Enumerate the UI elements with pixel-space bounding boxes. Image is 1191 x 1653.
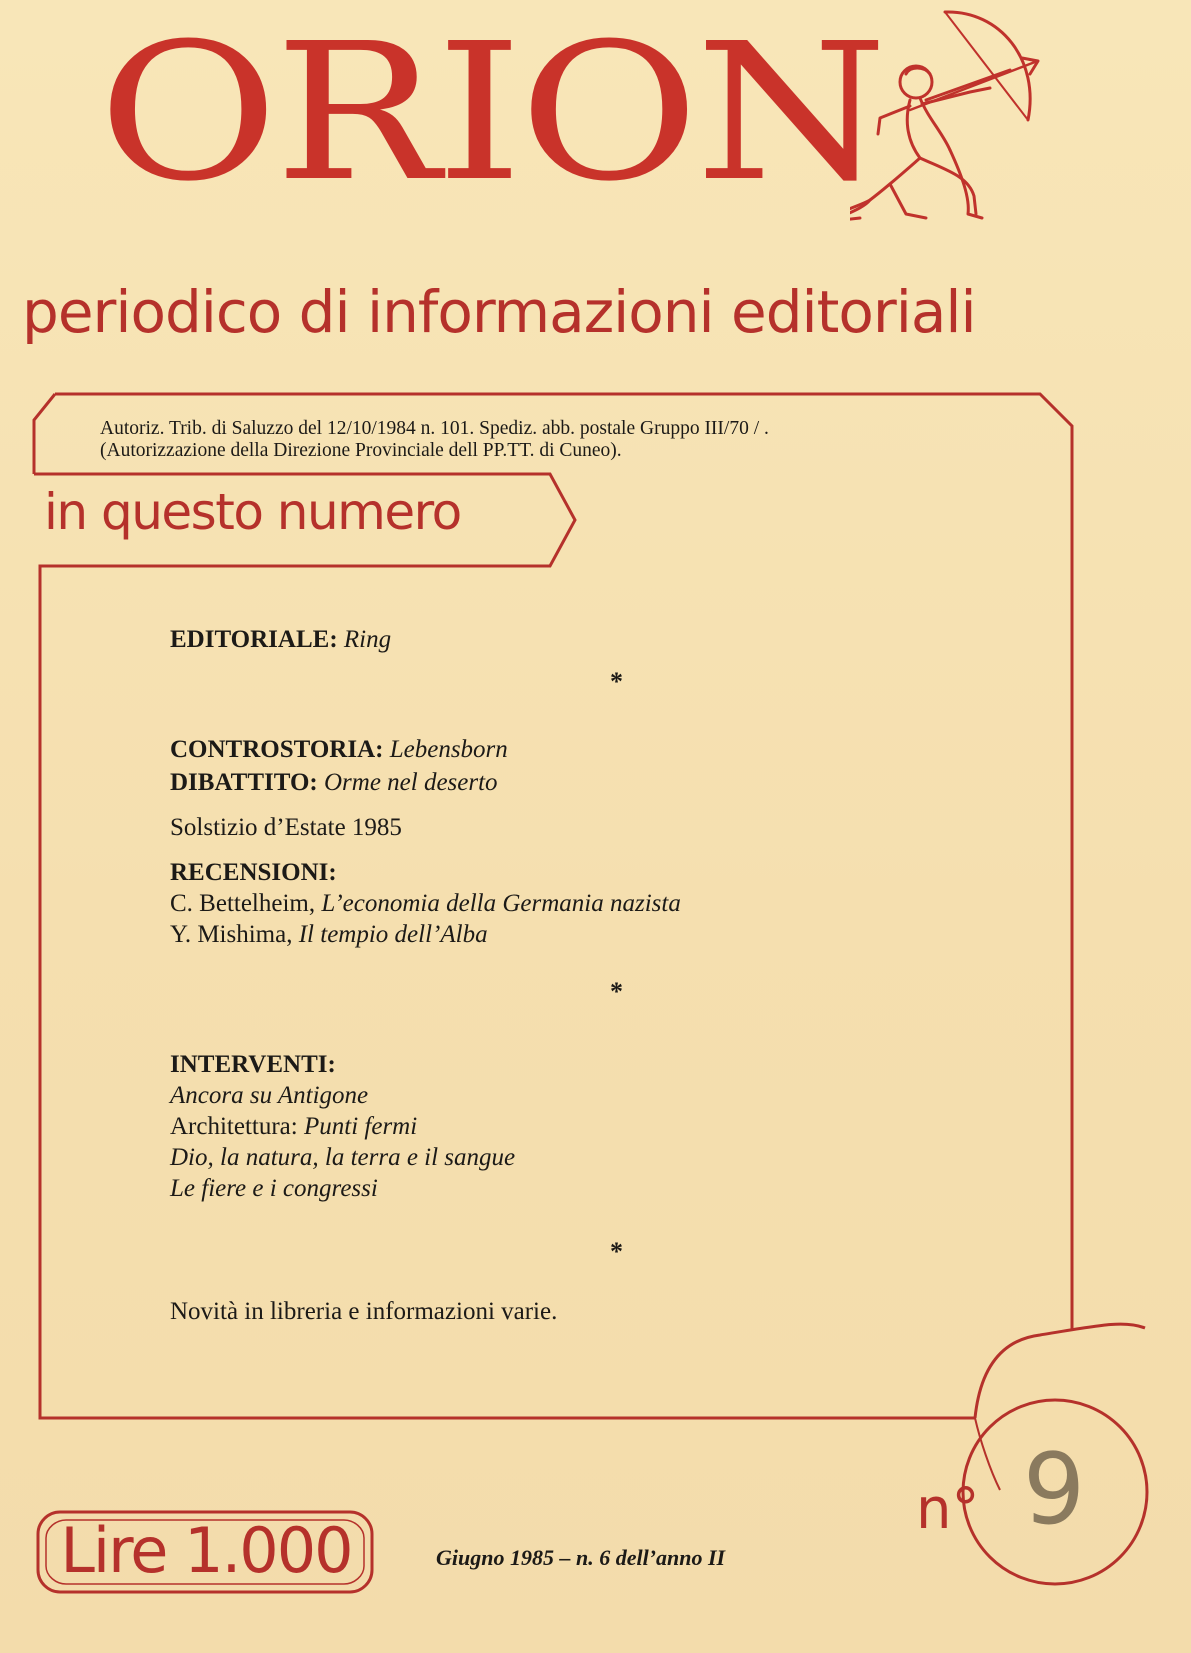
interventi-item-2-title: Punti fermi [303,1113,418,1140]
toc-editoriale-label: EDITORIALE: [170,626,338,653]
separator-star-2: * [610,977,623,1006]
toc-recensione-item [170,920,488,950]
toc-interventi-item-4: Le fiere e i congressi [170,1175,378,1202]
toc-dibattito-title: Orme nel deserto [323,769,498,796]
section-heading: in questo numero [44,483,461,541]
toc-solstizio: Solstizio d’Estate 1985 [170,814,402,841]
toc-editoriale [170,625,391,655]
archer-icon [850,0,1080,245]
toc-recensioni-label: RECENSIONI: [170,859,337,886]
toc-controstoria-title: Lebensborn [389,736,508,763]
issue-date: Giugno 1985 – n. 6 dell’anno II [436,1545,726,1570]
toc-interventi-item-2 [170,1112,417,1142]
toc-recensione-item [170,889,681,919]
recensione-title: L’economia della Germania nazista [321,890,681,917]
interventi-item-2-prefix: Architettura: [170,1113,298,1140]
authorization-notice [100,418,769,462]
issue-number-label: n° [916,1477,980,1542]
issue-number-value: 9 [1022,1433,1086,1547]
toc-novita: Novità in libreria e informazioni varie. [170,1298,558,1325]
authorization-line-2: (Autorizzazione della Direzione Provinciale dell PP.TT. di Cuneo). [100,440,622,461]
toc-dibattito [170,768,498,798]
masthead-subtitle: periodico di informazioni editoriali [22,278,976,346]
authorization-line-1: Autoriz. Trib. di Saluzzo del 12/10/1984 n. 101. Spediz. abb. postale Gruppo III/70 / . [100,418,769,439]
separator-star-1: * [610,667,623,696]
recensione-author: Y. Mishima, [170,921,293,948]
separator-star-3: * [610,1237,623,1266]
price-label: Lire 1.000 [60,1514,352,1587]
toc-controstoria-label: CONTROSTORIA: [170,736,384,763]
toc-controstoria [170,735,508,765]
recensione-author: C. Bettelheim, [170,890,316,917]
toc-interventi-item-3: Dio, la natura, la terra e il sangue [170,1144,516,1171]
recensione-title: Il tempio dell’Alba [298,921,488,948]
toc-interventi-item-1: Ancora su Antigone [170,1082,369,1109]
toc-dibattito-label: DIBATTITO: [170,769,318,796]
toc-editoriale-title: Ring [343,626,392,653]
masthead-title: ORION [98,2,884,223]
toc-interventi-label: INTERVENTI: [170,1051,336,1078]
